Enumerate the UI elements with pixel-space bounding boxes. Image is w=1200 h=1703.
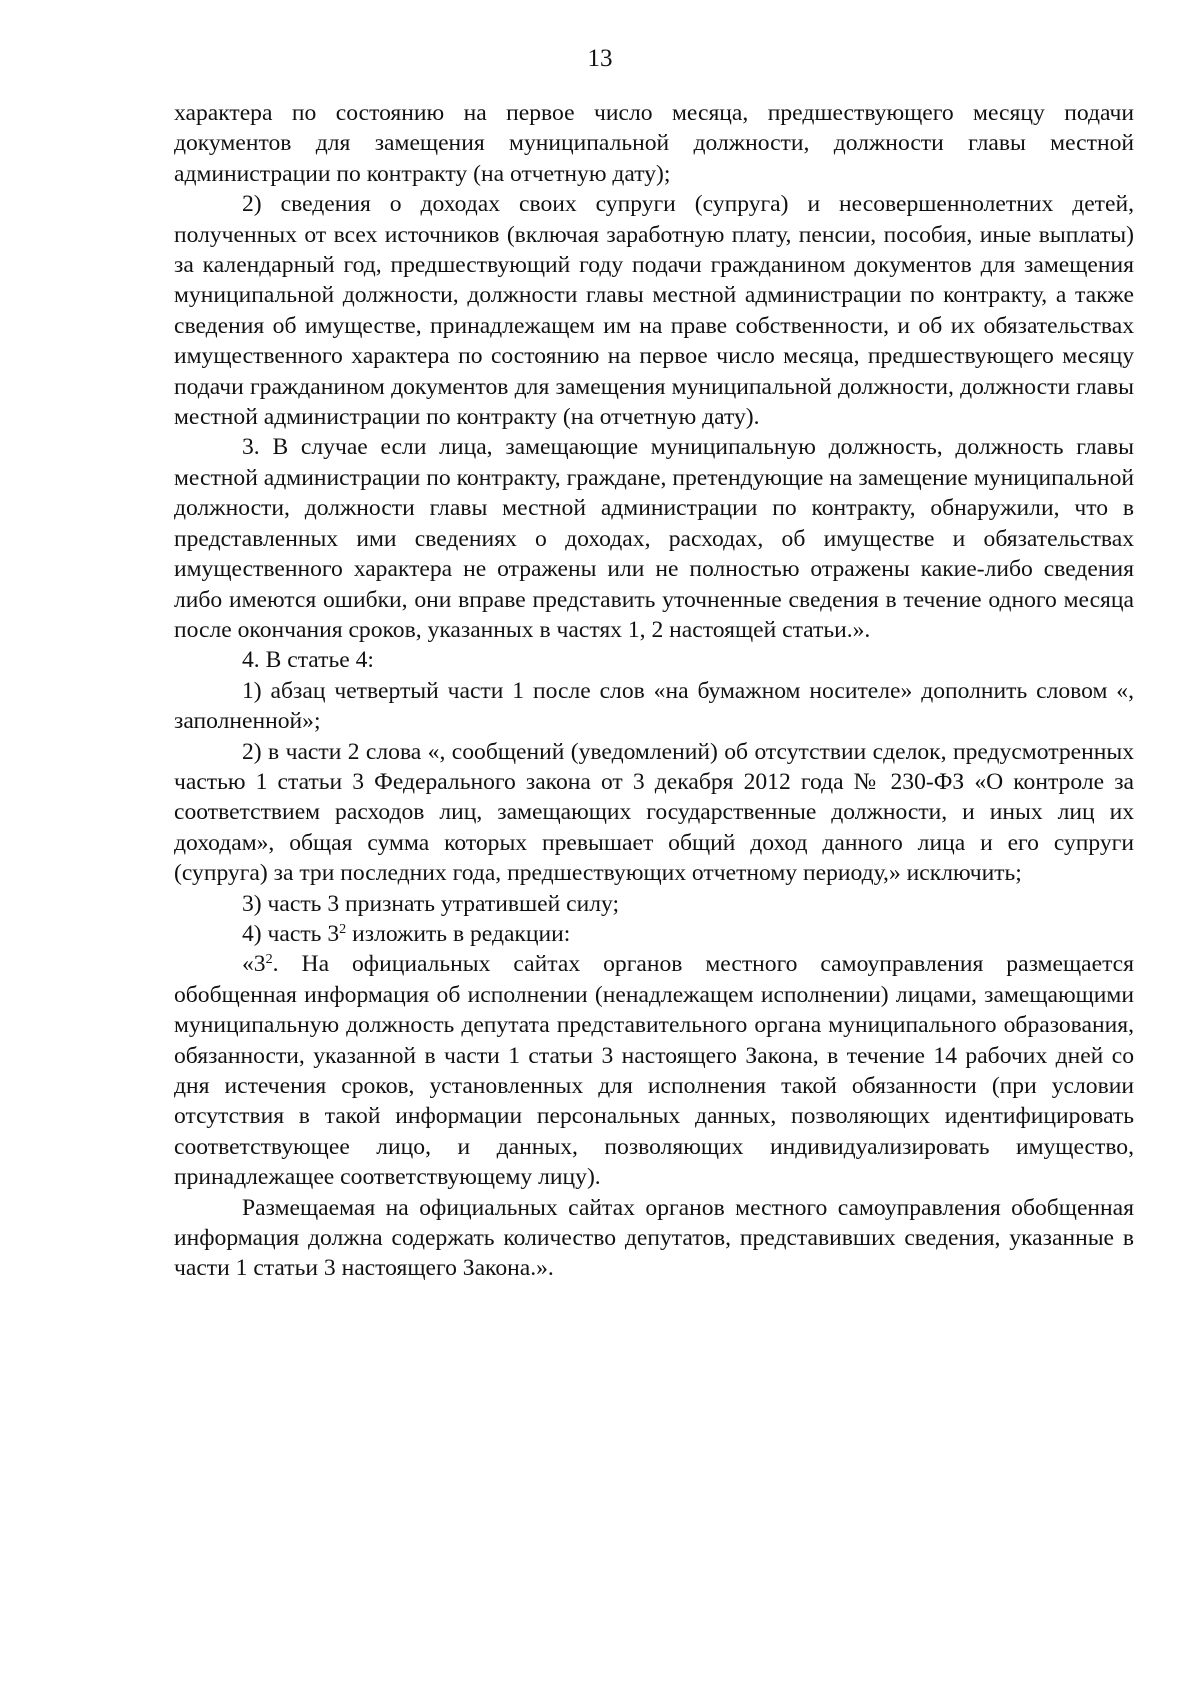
paragraph-part-3-2-quote — [174, 949, 1134, 1192]
quote-text-after: . На официальных сайтах органов местного самоуправления размещается обобщенная информация об исполнении (ненадлежащем исполнении) лицами, замещающими муниципальную должность депутата представительного органа муниципального образования, обязанности, указанной в части 1 статьи 3 настоящего Закона, в течение 14 рабочих дней со дня истечения сроков, установленных для исполнения такой обязанности (при условии отсутствия в такой информации персональных данных, позволяющих идентифицировать соответствующее лицо, и данных, позволяющих индивидуализировать имущество, принадлежащее соответствующему лицу). — [174, 951, 1134, 1191]
document-body — [174, 98, 1134, 1284]
paragraph-article-4-item-2: 2) в части 2 слова «, сообщений (уведомлений) об отсутствии сделок, предусмотренных частью 1 статьи 3 Федерального закона от 3 декабря 2012 года № 230-ФЗ «О контроле за соответствием расходов лиц, замещающих государственные должности, и иных лиц их доходам», общая сумма которых превышает общий доход данного лица и его супруги (супруга) за три последних года, предшествующих отчетному периоду,» исключить; — [174, 738, 1134, 887]
paragraph-article-4-heading: 4. В статье 4: — [242, 647, 374, 674]
item-4-text-after: изложить в редакции: — [346, 920, 571, 947]
paragraph-article-4-item-1: 1) абзац четвертый части 1 после слов «на бумажном носителе» дополнить словом «, заполненной»; — [174, 677, 1134, 735]
paragraph-final: Размещаемая на официальных сайтах органов местного самоуправления обобщенная информация должна содержать количество депутатов, представивших сведения, указанные в части 1 статьи 3 настоящего Закона.». — [174, 1194, 1134, 1282]
quote-superscript: 2 — [265, 951, 273, 968]
paragraph-article-4-item-3: 3) часть 3 признать утратившей силу; — [242, 890, 620, 917]
paragraph-part-3: 3. В случае если лица, замещающие муниципальную должность, должность главы местной администрации по контракту, граждане, претендующие на замещение муниципальной должности, должности главы местной администрации по контракту, обнаружили, что в представленных ими сведениях о доходах, расходах, об имуществе и обязательствах имущественного характера не отражены или не полностью отражены какие-либо сведения либо имеются ошибки, они вправе представить уточненные сведения в течение одного месяца после окончания сроков, указанных в частях 1, 2 настоящей статьи.». — [174, 434, 1134, 643]
quote-text-before: «3 — [242, 951, 266, 978]
item-4-superscript: 2 — [339, 921, 347, 938]
page-number: 13 — [587, 45, 613, 72]
paragraph-continuation: характера по состоянию на первое число месяца, предшествующего месяцу подачи документов для замещения муниципальной должности, должности главы местной администрации по контракту (на отчетную дату); — [174, 100, 1134, 187]
paragraph-item-2: 2) сведения о доходах своих супруги (супруга) и несовершеннолетних детей, полученных от всех источников (включая заработную плату, пенсии, пособия, иные выплаты) за календарный год, предшествующий году подачи гражданином документов для замещения муниципальной должности, должности главы местной администрации по контракту, а также сведения об имуществе, принадлежащем им на праве собственности, и об их обязательствах имущественного характера по состоянию на первое число месяца, предшествующего месяцу подачи гражданином документов для замещения муниципальной должности, должности главы местной администрации по контракту (на отчетную дату). — [174, 191, 1134, 431]
item-4-text-before: 4) часть 3 — [242, 920, 340, 947]
paragraph-article-4-item-4 — [174, 919, 1134, 949]
